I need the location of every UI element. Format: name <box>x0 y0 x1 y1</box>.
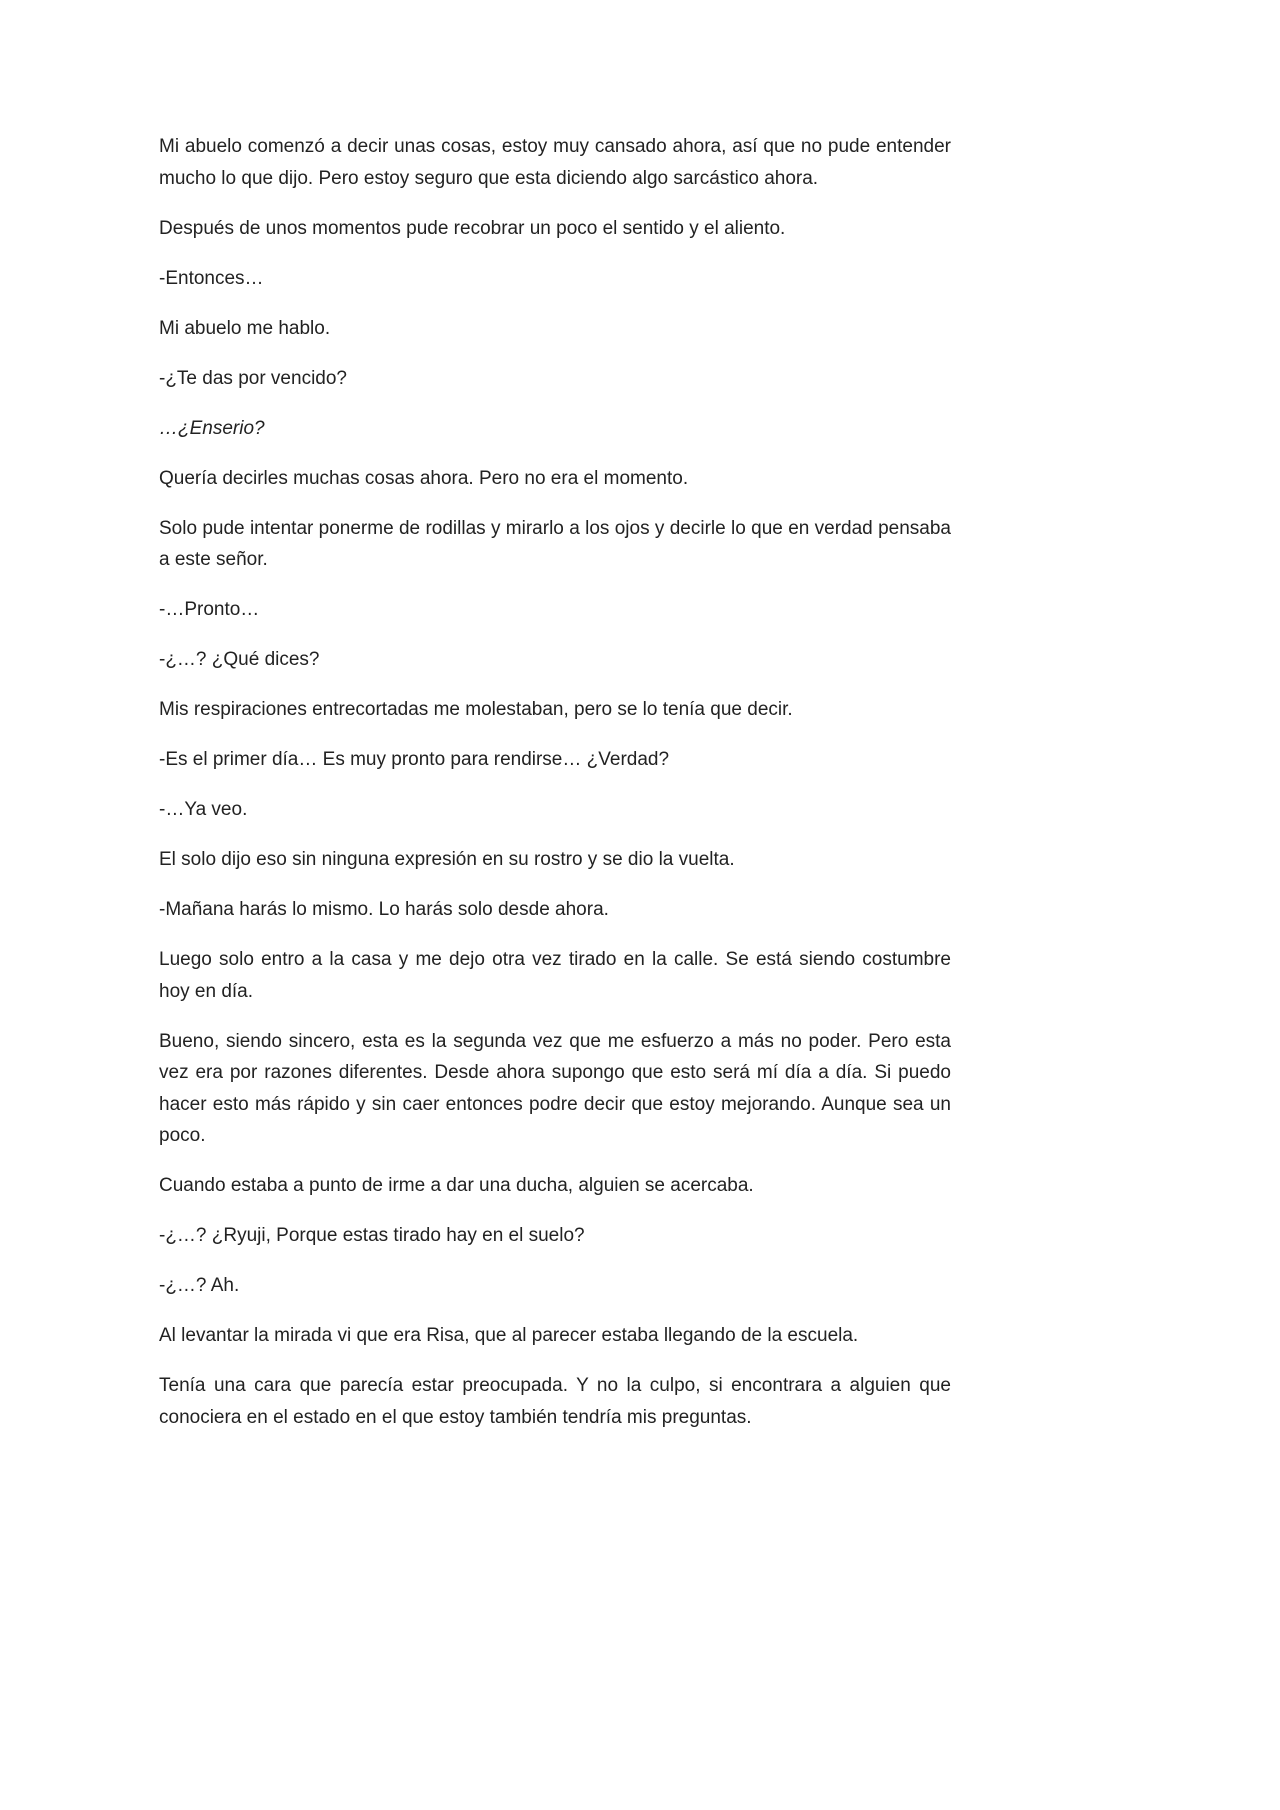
dialogue-line: -…Pronto… <box>159 599 260 620</box>
dialogue-line: -¿Te das por vencido? <box>159 367 347 389</box>
dialogue-line: -¿…? ¿Qué dices? <box>159 649 320 670</box>
paragraph: Mi abuelo comenzó a decir unas cosas, estoy muy cansado ahora, así que no pude entender mucho lo que dijo. Pero estoy seguro que esta diciendo algo sarcástico ahora. <box>159 136 951 189</box>
paragraph: Cuando estaba a punto de irme a dar una ducha, alguien se acercaba. <box>159 1175 754 1196</box>
dialogue-line: -Es el primer día… Es muy pronto para rendirse… ¿Verdad? <box>159 749 670 770</box>
dialogue-line: -Mañana harás lo mismo. Lo harás solo desde ahora. <box>159 899 609 920</box>
paragraph: Después de unos momentos pude recobrar un poco el sentido y el aliento. <box>159 217 786 239</box>
dialogue-line: -¿…? ¿Ryuji, Porque estas tirado hay en el suelo? <box>159 1225 585 1246</box>
dialogue-line: -…Ya veo. <box>159 799 248 820</box>
dialogue-line: -Entonces… <box>159 267 264 289</box>
paragraph: Luego solo entro a la casa y me dejo otra vez tirado en la calle. Se está siendo costumbre hoy en día. <box>159 949 951 1002</box>
paragraph: Mi abuelo me hablo. <box>159 317 331 339</box>
paragraph: Solo pude intentar ponerme de rodillas y mirarlo a los ojos y decirle lo que en verdad pensaba a este señor. <box>159 517 951 570</box>
dialogue-line: -¿…? Ah. <box>159 1275 240 1296</box>
paragraph: Bueno, siendo sincero, esta es la segunda vez que me esfuerzo a más no poder. Pero esta vez era por razones diferentes. Desde ahora supongo que esto será mí día a día. Si puedo hacer esto más rápido y sin caer entonces podre decir que estoy mejorando. Aunque sea un poco. <box>159 1030 951 1146</box>
paragraph: Tenía una cara que parecía estar preocupada. Y no la culpo, si encontrara a alguien que conociera en el estado en el que estoy también tendría mis preguntas. <box>159 1375 951 1428</box>
paragraph: Quería decirles muchas cosas ahora. Pero no era el momento. <box>159 467 689 489</box>
document-body <box>159 131 951 1452</box>
paragraph: El solo dijo eso sin ninguna expresión en su rostro y se dio la vuelta. <box>159 849 735 870</box>
inner-thought: …¿Enserio? <box>159 417 265 439</box>
paragraph: Mis respiraciones entrecortadas me molestaban, pero se lo tenía que decir. <box>159 699 793 720</box>
paragraph: Al levantar la mirada vi que era Risa, que al parecer estaba llegando de la escuela. <box>159 1325 859 1346</box>
